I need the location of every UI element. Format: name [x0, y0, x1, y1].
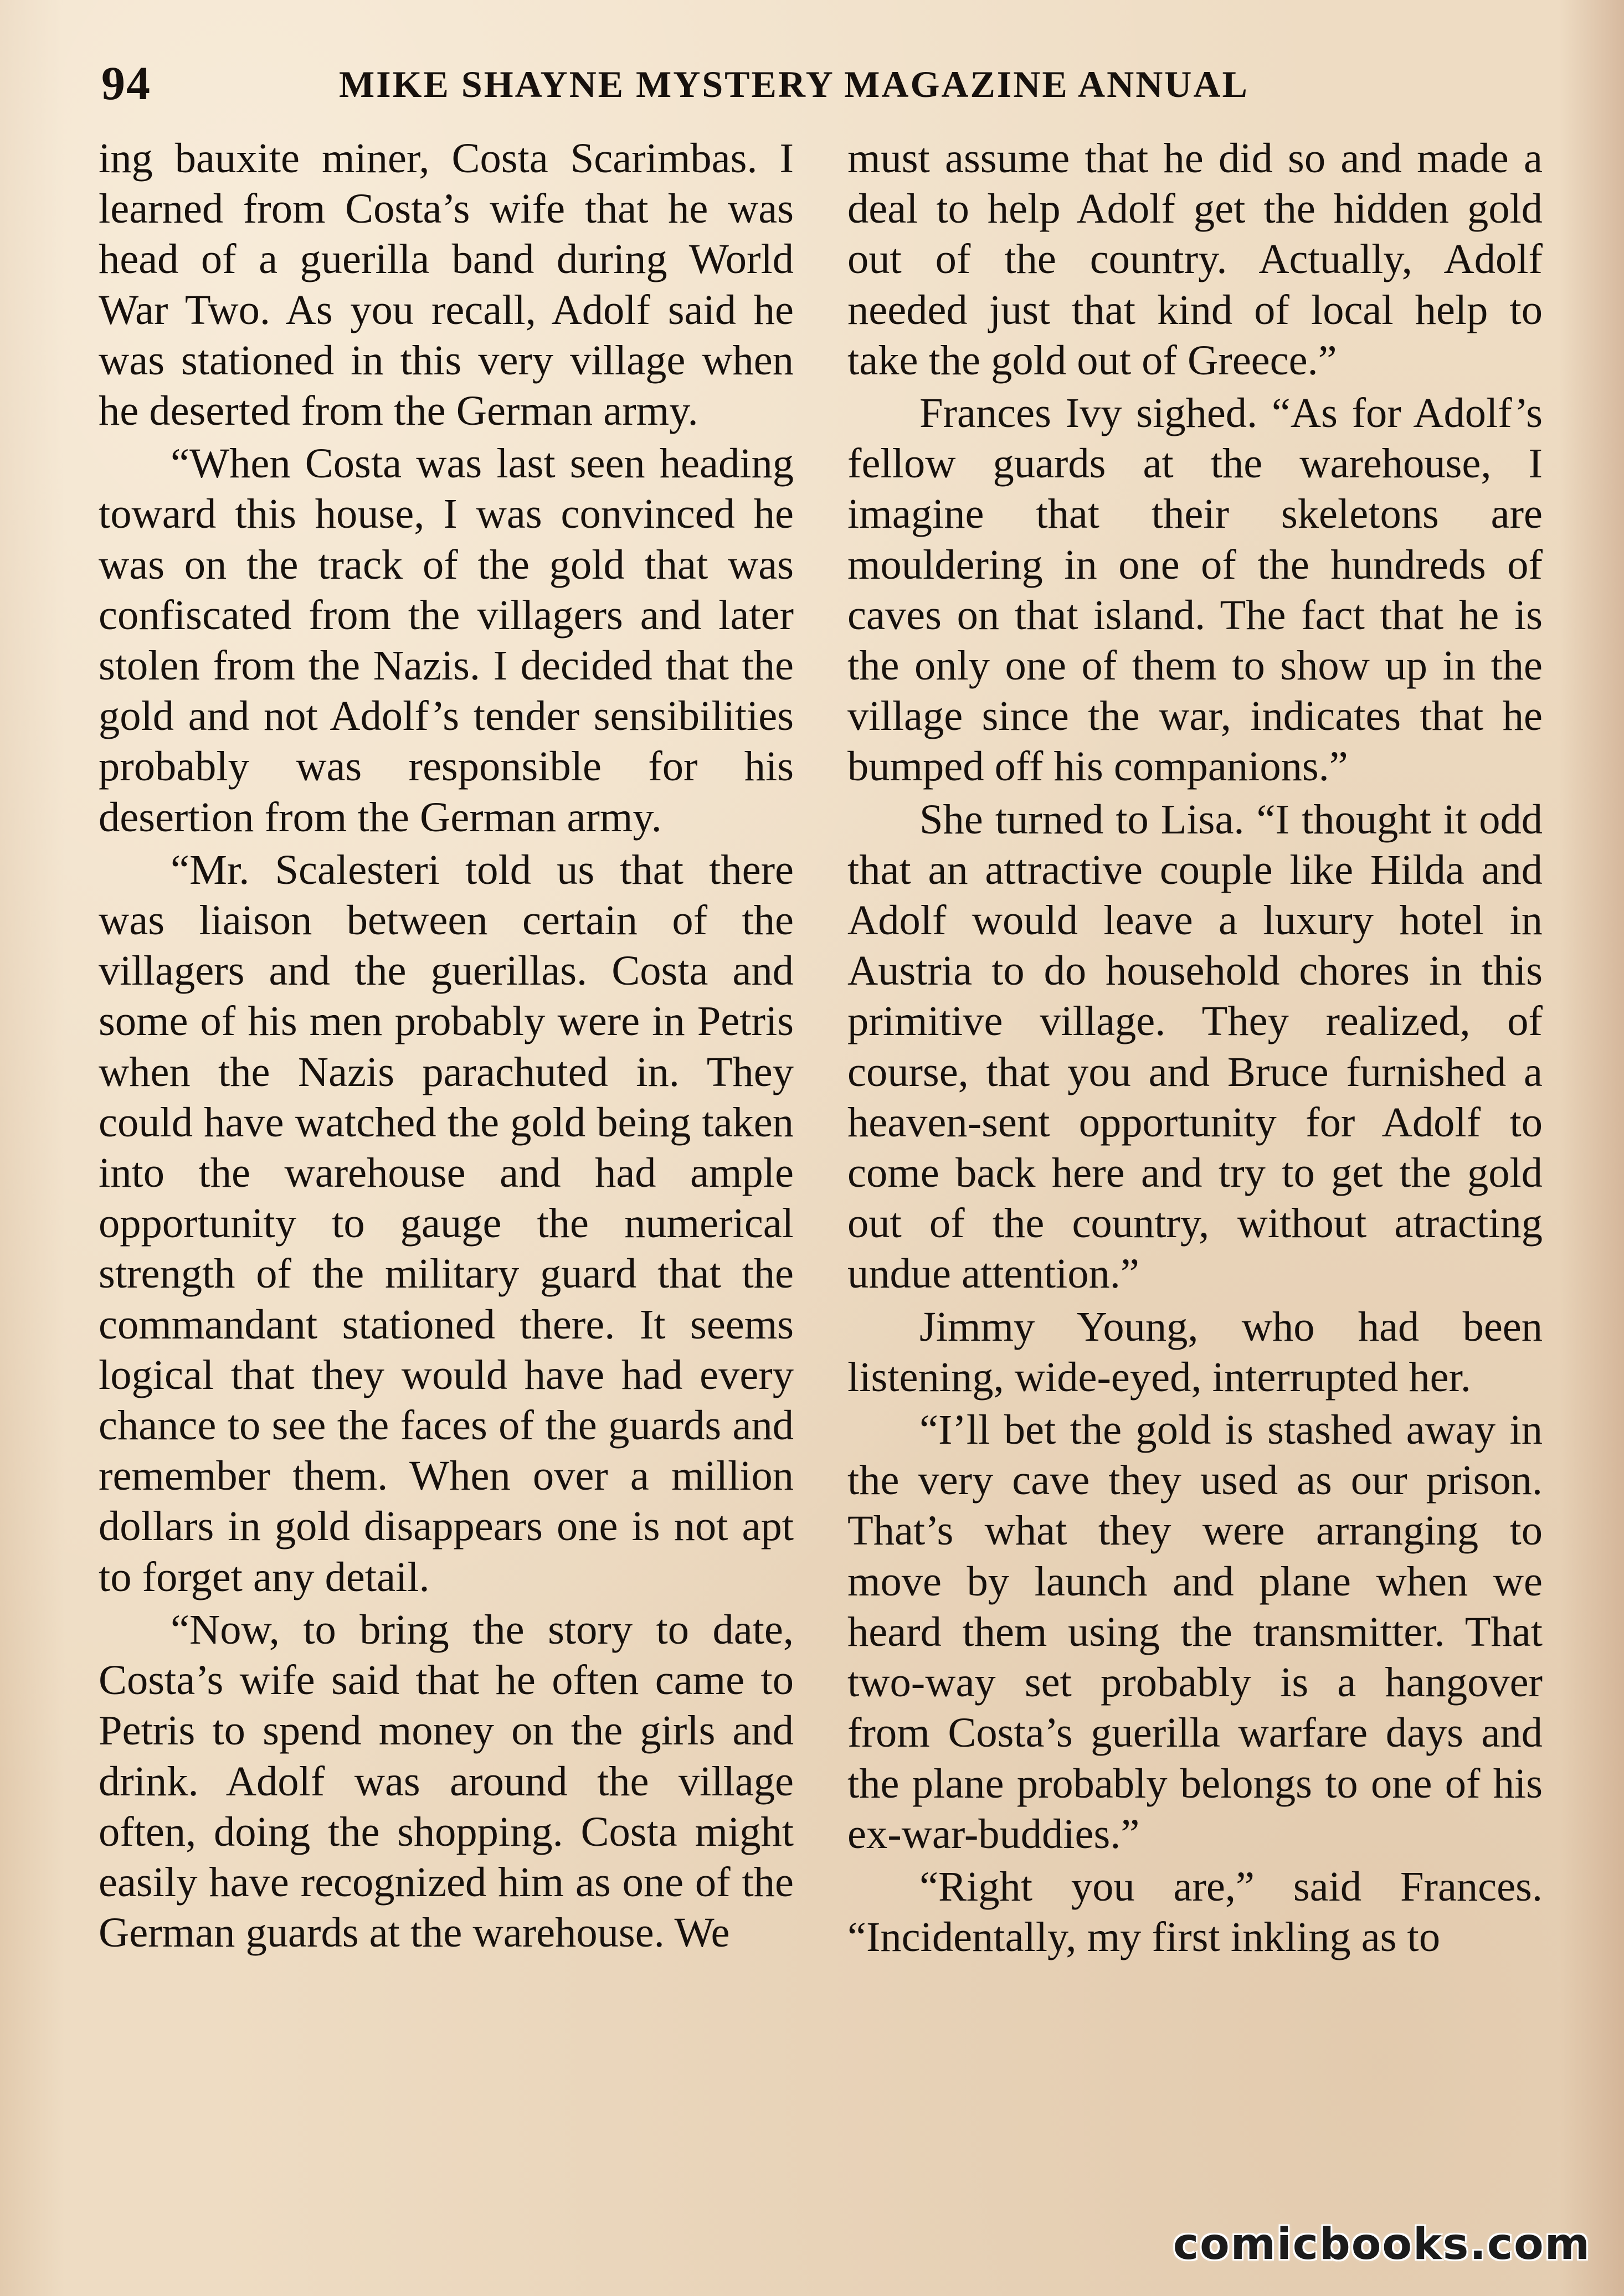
paragraph: “I’ll bet the gold is stashed away in the very cave they used as our prison. That’s what they were arranging to move by launch and plane when we heard them using the transmitter. That two-way set probably is a hangover from Costa’s guerilla warfare days and the plane probably belongs to one of his ex-war-buddies.” [847, 1406, 1543, 1857]
site-watermark: comicbooks.com [1173, 2220, 1591, 2269]
paragraph: “Right you are,” said Frances. “Incidentally, my first inkling as to [847, 1862, 1543, 1961]
paragraph: “When Costa was last seen heading toward this house, I was convinced he was on the track of the gold that was confiscated from the villagers and later stolen from the Nazis. I decided that the gold and not Adolf’s tender sensibilities probably was responsible for his desertion from the German army. [99, 440, 794, 841]
paragraph: She turned to Lisa. “I thought it odd that an attractive couple like Hilda and Adolf would leave a luxury hotel in Austria to do household chores in this primitive village. They realized, of course, that you and Bruce furnished a heaven-sent opportunity for Adolf to come back here and try to get the gold out of the country, without atracting undue attention.” [847, 795, 1543, 1298]
paragraph: “Mr. Scalesteri told us that there was liaison between certain of the villagers and the guerillas. Costa and some of his men probably were in Petris when the Nazis parachuted in. They could have watched the gold being taken into the warehouse and had ample opportunity to gauge the numerical strength of the military guard that the commandant stationed there. It seems logical that they would have had every chance to see the faces of the guards and remember them. When over a million dollars in gold disappears one is not apt to forget any detail. [99, 846, 794, 1600]
paragraph: must assume that he did so and made a deal to help Adolf get the hidden gold out of the country. Actually, Adolf needed just that kind of local help to take the gold out of Greece.” [847, 135, 1543, 384]
paragraph: Jimmy Young, who had been listening, wide-eyed, interrupted her. [847, 1303, 1543, 1401]
paragraph: ing bauxite miner, Costa Scarimbas. I learned from Costa’s wife that he was head of a guerilla band during World War Two. As you recall, Adolf said he was stationed in this very village when he deserted from the German army. [99, 135, 794, 435]
running-title: MIKE SHAYNE MYSTERY MAGAZINE ANNUAL [339, 63, 1249, 105]
paragraph: “Now, to bring the story to date, Costa’s wife said that he often came to Petris to spend money on the girls and drink. Adolf was around the village often, doing the shopping. Costa might easily have recognized him as one of the German guards at the warehouse. We [99, 1605, 794, 1957]
left-text-column [99, 133, 794, 1960]
paragraph: Frances Ivy sighed. “As for Adolf’s fellow guards at the warehouse, I imagine that their skeletons are mouldering in one of the hundreds of caves on that island. The fact that he is the only one of them to show up in the village since the war, indicates that he bumped off his companions.” [847, 389, 1543, 790]
right-text-column [847, 133, 1543, 1964]
page-number: 94 [101, 56, 151, 110]
